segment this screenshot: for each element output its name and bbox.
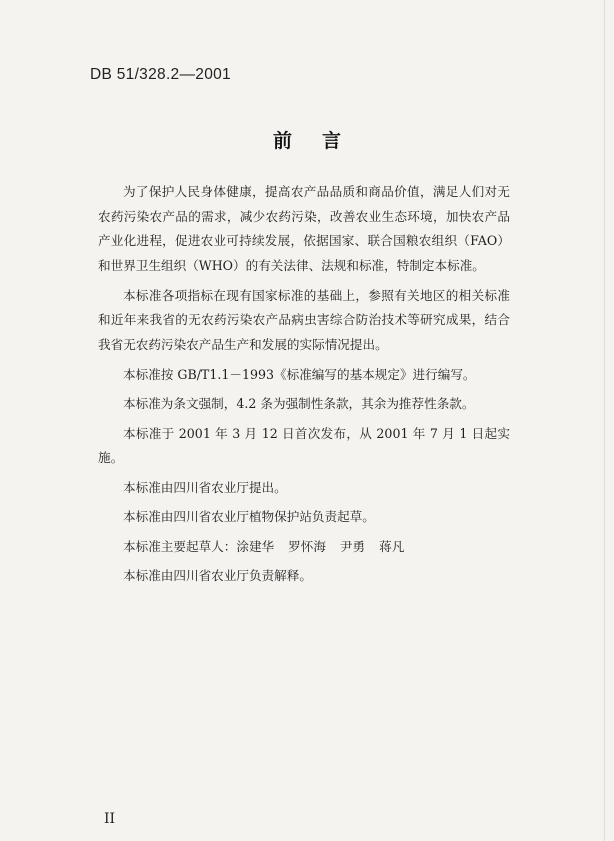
body-text — [98, 180, 510, 589]
paragraph-interpretation: 本标准由四川省农业厅负责解释。 — [123, 568, 312, 583]
paragraph-mandatory: 本标准为条文强制，4.2 条为强制性条款，其余为推荐性条款。 — [123, 396, 475, 411]
page-number: II — [104, 811, 116, 827]
paragraph-purpose: 为了保护人民身体健康，提高农产品品质和商品价值，满足人们对无农药污染农产品的需求，减少农药污染，改善农业生态环境，加快农产品产业化进程，促进农业可持续发展，依据国家、联合国粮农组织（FAO）和世界卫生组织（WHO）的有关法律、法规和标准，特制定本标准。 — [98, 184, 510, 273]
paragraph-drafters — [98, 535, 510, 560]
drafter-name: 罗怀海 — [288, 538, 326, 554]
paragraph-dates: 本标准于 2001 年 3 月 12 日首次发布，从 2001 年 7 月 1 日起实施。 — [98, 425, 510, 465]
standard-code: DB 51/328.2—2001 — [90, 66, 231, 83]
drafter-name: 尹勇 — [339, 538, 366, 554]
paragraph-proposer: 本标准由四川省农业厅提出。 — [123, 479, 287, 495]
paragraph-basis: 本标准各项指标在现有国家标准的基础上，参照有关地区的相关标准和近年来我省的无农药污染农产品病虫害综合防治技术等研究成果，结合我省无农药污染农产品生产和发展的实际情况提出。 — [98, 287, 510, 352]
page-title: 前言 — [272, 130, 371, 152]
drafters-label: 本标准主要起草人： — [123, 538, 237, 554]
paragraph-format: 本标准按 GB/T1.1－1993《标准编写的基本规定》进行编写。 — [123, 366, 476, 382]
drafter-name: 涂建华 — [236, 538, 275, 554]
page-edge-divider — [604, 0, 605, 841]
paragraph-drafting-unit: 本标准由四川省农业厅植物保护站负责起草。 — [123, 509, 375, 524]
drafter-name: 蒋凡 — [379, 538, 405, 554]
